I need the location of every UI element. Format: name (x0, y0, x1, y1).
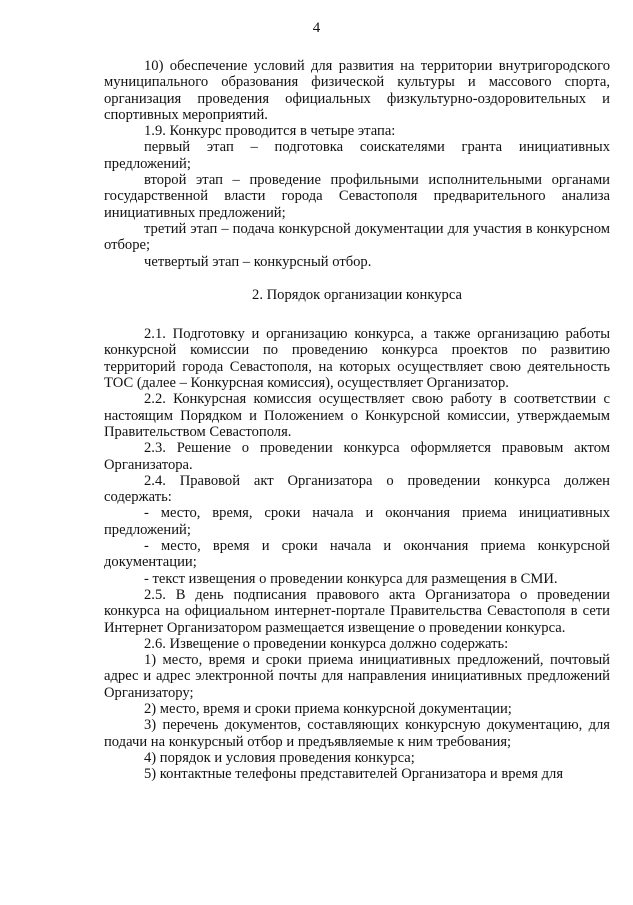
paragraph-2-4: 2.4. Правовой акт Организатора о проведении конкурса должен содержать: (104, 472, 610, 506)
stage-second: второй этап – проведение профильными исполнительными органами государственной власти города Севастополя предварительного анализа инициативных предложений; (104, 172, 610, 221)
list-item-numbered: 2) место, время и сроки приема конкурсной документации; (144, 700, 512, 717)
stage-first: первый этап – подготовка соискателями гранта инициативных предложений; (104, 139, 610, 172)
paragraph-2-3: 2.3. Решение о проведении конкурса оформляется правовым актом Организатора. (104, 440, 610, 473)
list-item-dash: - место, время, сроки начала и окончания приема инициативных предложений; (104, 505, 610, 538)
document-body (104, 58, 610, 782)
list-item-dash: - место, время и сроки начала и окончания приема конкурсной документации; (104, 538, 610, 571)
list-item-numbered: 4) порядок и условия проведения конкурса; (144, 749, 415, 766)
section-heading: 2. Порядок организации конкурса (252, 286, 462, 303)
paragraph-2-1: 2.1. Подготовку и организацию конкурса, а также организацию работы конкурсной комиссии по проведению конкурса проектов по развитию территорий города Севастополя, на которых осуществляет свою деятельность ТОС (далее – Конкурсная комиссия), осуществляет Организатор. (104, 326, 610, 392)
stage-third: третий этап – подача конкурсной документации для участия в конкурсном отборе; (104, 220, 610, 254)
list-item-dash: - текст извещения о проведении конкурса для размещения в СМИ. (144, 570, 558, 587)
list-item-numbered: 3) перечень документов, составляющих конкурсную документацию, для подачи на конкурсный отбор и предъявляемые к ним требования; (104, 717, 610, 750)
list-item-numbered: 5) контактные телефоны представителей Организатора и время для (144, 766, 564, 783)
paragraph-2-2: 2.2. Конкурсная комиссия осуществляет свою работу в соответствии с настоящим Порядком и Положением о Конкурсной комиссии, утверждаемым Правительством Севастополя. (104, 391, 610, 440)
page-number: 4 (312, 20, 321, 36)
paragraph-item-10: 10) обеспечение условий для развития на территории внутригородского муниципального образования физической культуры и массового спорта, организация проведения официальных физкультурно-оздоровительных и спортивных мероприятий. (104, 58, 610, 123)
paragraph-1-9: 1.9. Конкурс проводится в четыре этапа: (144, 123, 396, 140)
stage-fourth: четвертый этап – конкурсный отбор. (144, 253, 372, 270)
paragraph-2-5: 2.5. В день подписания правового акта Организатора о проведении конкурса на официальном интернет-портале Правительства Севастополя в сети Интернет Организатором размещается извещение о проведении конкурса. (104, 586, 610, 636)
paragraph-2-6: 2.6. Извещение о проведении конкурса должно содержать: (144, 635, 509, 652)
list-item-numbered: 1) место, время и сроки приема инициативных предложений, почтовый адрес и адрес электронной почты для направления инициативных предложений Организатору; (104, 652, 610, 701)
